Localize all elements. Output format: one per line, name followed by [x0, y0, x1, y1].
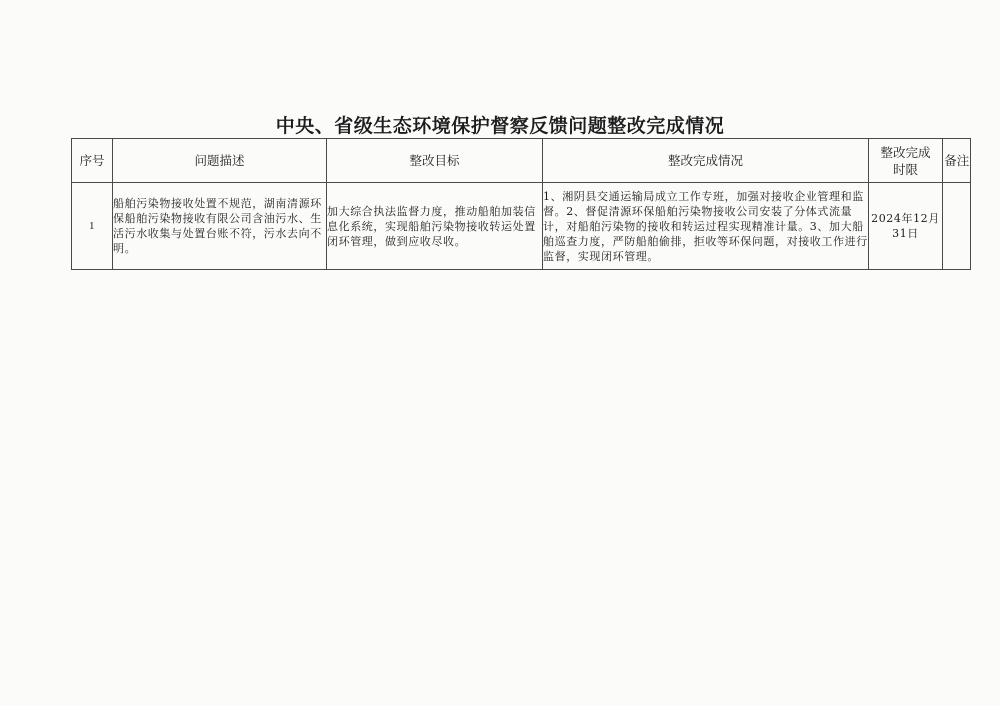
table-header-row [72, 139, 971, 183]
rectification-table [71, 138, 971, 270]
table-row [72, 183, 971, 270]
page-title: 中央、省级生态环境保护督察反馈问题整改完成情况 [275, 115, 725, 137]
cell-index: 1 [72, 183, 113, 270]
cell-goal: 加大综合执法监督力度，推动船舶加装信息化系统，实现船舶污染物接收转运处置闭环管理，做到应收尽收。 [327, 183, 543, 270]
header-goal: 整改目标 [327, 139, 543, 183]
header-problem: 问题描述 [113, 139, 327, 183]
cell-problem: 船舶污染物接收处置不规范，湖南清源环保船舶污染物接收有限公司含油污水、生活污水收集与处置台账不符，污水去向不明。 [113, 183, 327, 270]
header-status: 整改完成情况 [543, 139, 869, 183]
cell-status: 1、湘阴县交通运输局成立工作专班，加强对接收企业管理和监督。2、督促清源环保船舶污染物接收公司安装了分体式流量计，对船舶污染物的接收和转运过程实现精准计量。3、加大船舶巡查力度，严防船舶偷排，拒收等环保问题，对接收工作进行监督，实现闭环管理。 [543, 183, 869, 270]
header-deadline: 整改完成时限 [869, 139, 943, 183]
header-remarks: 备注 [943, 139, 971, 183]
cell-deadline: 2024年12月31日 [869, 183, 943, 270]
cell-remarks [943, 183, 971, 270]
header-index: 序号 [72, 139, 113, 183]
